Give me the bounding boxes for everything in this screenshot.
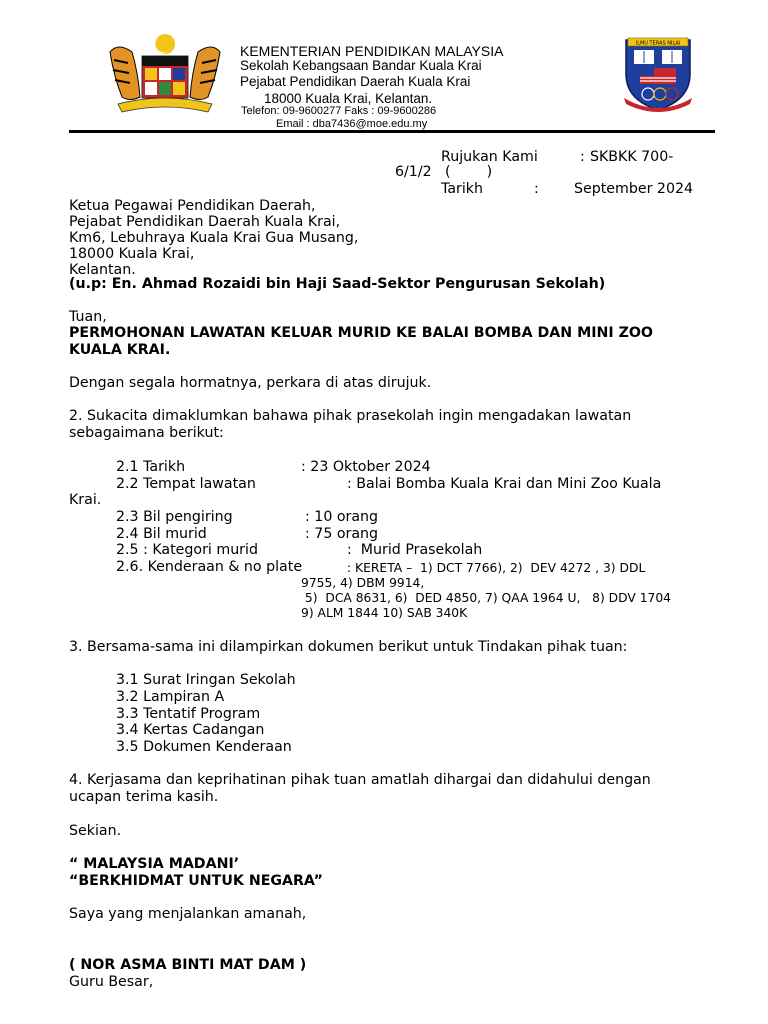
detail-label: 2.1 Tarikh <box>116 459 186 475</box>
reference-value-cont: 6/1/2 <box>395 164 432 180</box>
detail-label: 2.3 Bil pengiring <box>116 509 233 525</box>
subject-line: PERMOHONAN LAWATAN KELUAR MURID KE BALAI BOMBA DAN MINI ZOO <box>69 325 653 341</box>
attachment-item: 3.2 Lampiran A <box>116 689 225 705</box>
ministry-name: KEMENTERIAN PENDIDIKAN MALAYSIA <box>240 43 504 59</box>
detail-value: : Balai Bomba Kuala Krai dan Mini Zoo Kuala <box>347 476 662 492</box>
paragraph-4: 4. Kerjasama dan keprihatinan pihak tuan amatlah dihargai dan didahului dengan <box>69 772 651 788</box>
salutation: Tuan, <box>69 309 107 325</box>
school-crest-logo <box>622 34 694 114</box>
detail-value: : 23 Oktober 2024 <box>301 459 431 475</box>
attachment-item: 3.1 Surat Iringan Sekolah <box>116 672 296 688</box>
recipient-line: Km6, Lebuhraya Kuala Krai Gua Musang, <box>69 230 359 246</box>
paragraph-2: 2. Sukacita dimaklumkan bahawa pihak prasekolah ingin mengadakan lawatan <box>69 408 632 424</box>
attention-line: (u.p: En. Ahmad Rozaidi bin Haji Saad-Sektor Pengurusan Sekolah) <box>69 276 606 292</box>
detail-label: 2.2 Tempat lawatan <box>116 476 256 492</box>
closing: Sekian. <box>69 823 122 839</box>
reference-value: SKBKK 700- <box>590 149 674 165</box>
phone-fax: Telefon: 09-9600277 Faks : 09-9600286 <box>241 105 437 117</box>
paragraph-3: 3. Bersama-sama ini dilampirkan dokumen berikut untuk Tindakan pihak tuan: <box>69 639 628 655</box>
reference-label: Rujukan Kami <box>441 149 538 165</box>
coat-of-arms-logo <box>100 30 230 120</box>
vehicle-plates: 9) ALM 1844 10) SAB 340K <box>301 606 468 620</box>
header-divider <box>69 130 715 133</box>
detail-value: : 75 orang <box>305 526 379 542</box>
signatory-name: ( NOR ASMA BINTI MAT DAM ) <box>69 957 307 973</box>
attachment-item: 3.3 Tentatif Program <box>116 706 261 722</box>
school-address: 18000 Kuala Krai, Kelantan. <box>264 91 433 106</box>
recipient-line: Pejabat Pendidikan Daerah Kuala Krai, <box>69 214 341 230</box>
attachment-item: 3.5 Dokumen Kenderaan <box>116 739 292 755</box>
detail-value: : 10 orang <box>305 509 379 525</box>
vehicle-plates: : KERETA – 1) DCT 7766), 2) DEV 4272 , 3) DDL <box>347 561 646 575</box>
email: Email : dba7436@moe.edu.my <box>276 118 428 130</box>
signatory-title: Guru Besar, <box>69 974 154 990</box>
paragraph-4: ucapan terima kasih. <box>69 789 219 805</box>
motto: “ MALAYSIA MADANI’ <box>69 856 240 872</box>
paragraph-2: sebagaimana berikut: <box>69 425 224 441</box>
vehicle-plates: 9755, 4) DBM 9914, <box>301 576 425 590</box>
paragraph-1: Dengan segala hormatnya, perkara di atas dirujuk. <box>69 375 432 391</box>
svg-text:ILMU TERAS NILAI: ILMU TERAS NILAI <box>635 40 681 47</box>
detail-value: Krai. <box>69 492 102 508</box>
detail-label: 2.4 Bil murid <box>116 526 207 542</box>
date-separator: : <box>534 181 539 197</box>
school-name: Sekolah Kebangsaan Bandar Kuala Krai <box>240 58 482 73</box>
recipient-line: Ketua Pegawai Pendidikan Daerah, <box>69 198 316 214</box>
vehicle-plates: 5) DCA 8631, 6) DED 4850, 7) QAA 1964 U, 8) DDV 1704 <box>301 591 671 605</box>
detail-label: 2.5 : Kategori murid <box>116 542 258 558</box>
recipient-line: 18000 Kuala Krai, <box>69 246 195 262</box>
detail-label: 2.6. Kenderaan & no plate <box>116 559 303 575</box>
date-label: Tarikh <box>441 181 483 197</box>
reference-paren: ( ) <box>445 164 493 180</box>
reference-separator: : <box>580 149 585 165</box>
motto: “BERKHIDMAT UNTUK NEGARA” <box>69 873 323 889</box>
recipient-line: Kelantan. <box>69 262 136 278</box>
office-name: Pejabat Pendidikan Daerah Kuala Krai <box>240 74 471 89</box>
attachment-item: 3.4 Kertas Cadangan <box>116 722 265 738</box>
subject-line: KUALA KRAI. <box>69 342 171 358</box>
detail-value: : Murid Prasekolah <box>347 542 483 558</box>
date-value: September 2024 <box>574 181 694 197</box>
sign-off: Saya yang menjalankan amanah, <box>69 906 307 922</box>
